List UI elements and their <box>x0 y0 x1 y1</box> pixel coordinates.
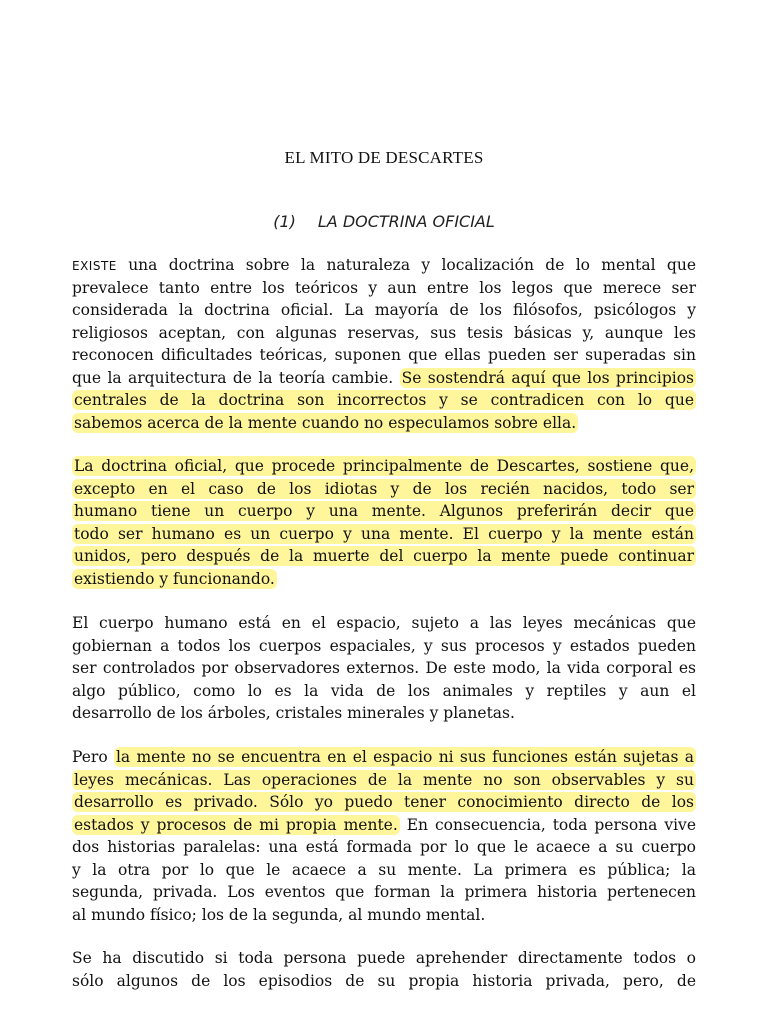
text-line: gobiernan a todos los cuerpos espaciales, y sus procesos y estados pueden <box>72 636 696 655</box>
highlighted-text: unidos, pero después de la muerte del cuerpo la mente puede continuar <box>74 547 694 565</box>
text-line <box>72 769 696 792</box>
text-line <box>72 412 696 435</box>
text-line: segunda, privada. Los eventos que forman la primera historia pertenecen <box>72 883 696 901</box>
paragraph-2 <box>72 455 696 590</box>
text-line: desarrollo de los árboles, cristales minerales y planetas. <box>72 704 515 722</box>
text-line: Se ha discutido si toda persona puede aprehender directamente todos o <box>72 949 696 967</box>
text-line: algo público, como lo es la vida de los animales y reptiles y aun el <box>72 681 696 700</box>
text-line: sólo algunos de los episodios de su propia historia privada, pero, de <box>72 971 696 990</box>
section-number: (1) <box>273 212 296 231</box>
highlighted-text: humano tiene un cuerpo y una mente. Algunos preferirán decir que <box>74 502 694 520</box>
paragraph-1 <box>72 254 696 434</box>
text-line: que la arquitectura de la teoría cambie. Se sostendrá aquí que los principios <box>72 368 694 387</box>
text-line <box>72 455 696 478</box>
text-line: considerada la doctrina oficial. La mayoría de los filósofos, psicólogos y <box>72 301 696 319</box>
text-line: El cuerpo humano está en el espacio, sujeto a las leyes mecánicas que <box>72 614 696 632</box>
highlighted-text: centrales de la doctrina son incorrectos y se contradicen con lo que <box>74 391 694 409</box>
text-line <box>72 791 696 814</box>
highlighted-text: estados y procesos de mi propia mente. <box>74 815 398 834</box>
text-line: al mundo físico; los de la segunda, al mundo mental. <box>72 905 486 924</box>
highlighted-text: existiendo y funcionando. <box>74 569 275 588</box>
document-title: EL MITO DE DESCARTES <box>284 148 484 167</box>
paragraph-5 <box>72 947 696 992</box>
lead-word: EXISTE <box>72 259 117 273</box>
highlighted-text: todo ser humano es un cuerpo y una mente. El cuerpo y la mente están <box>74 524 694 543</box>
text-line: y la otra por lo que le acaece a su mente. La primera es pública; la <box>72 860 696 879</box>
highlighted-text: la mente no se encuentra en el espacio ni sus funciones están sujetas a <box>115 748 694 766</box>
highlighted-text: leyes mecánicas. Las operaciones de la mente no son observables y su <box>74 770 694 789</box>
text-line <box>72 545 696 568</box>
section-heading <box>72 212 696 231</box>
text-line <box>72 500 696 523</box>
text-line <box>72 523 696 546</box>
text-line: EXISTE una doctrina sobre la naturaleza y localización de lo mental que <box>72 256 696 274</box>
section-title: LA DOCTRINA OFICIAL <box>317 212 495 231</box>
highlighted-text: La doctrina oficial, que procede principalmente de Descartes, sostiene que, <box>74 457 694 475</box>
text-line <box>72 568 696 591</box>
text-line: prevalece tanto entre los teóricos y aun entre los legos que merece ser <box>72 278 696 297</box>
text-line: reconocen dificultades teóricas, suponen que ellas pueden ser superadas sin <box>72 346 696 364</box>
text-line: ser controlados por observadores externos. De este modo, la vida corporal es <box>72 659 696 677</box>
highlighted-text: sabemos acerca de la mente cuando no especulamos sobre ella. <box>74 413 577 432</box>
paragraph-3 <box>72 612 696 725</box>
highlighted-text: excepto en el caso de los idiotas y de los recién nacidos, todo ser <box>74 479 694 498</box>
text-line: estados y procesos de mi propia mente. En consecuencia, toda persona vive <box>74 815 696 834</box>
text-line: Pero la mente no se encuentra en el espacio ni sus funciones están sujetas a <box>72 748 694 766</box>
text-line: religiosos aceptan, con algunas reservas, sus tesis básicas y, aunque les <box>72 323 696 342</box>
text-line: dos historias paralelas: una está formada por lo que le acaece a su cuerpo <box>72 838 696 856</box>
highlighted-text: Se sostendrá aquí que los principios <box>401 368 694 387</box>
text-line <box>72 389 696 412</box>
text-line <box>72 478 696 501</box>
highlighted-text: desarrollo es privado. Sólo yo puedo tener conocimiento directo de los <box>74 793 694 811</box>
paragraph-4 <box>72 746 696 926</box>
